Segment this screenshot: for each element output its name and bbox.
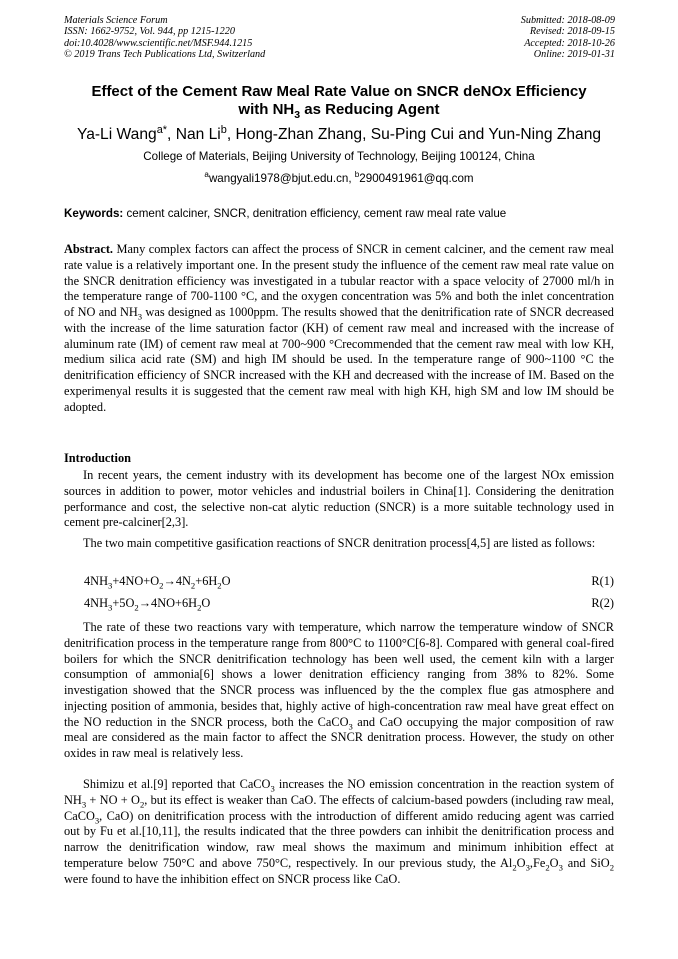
equation-r1: $4NH_3+4NO+O_2\to 4N_2+6H_2O$ R(1) (84, 574, 614, 591)
title-line-2: with $NH_3$ as Reducing Agent (238, 101, 440, 121)
title-line-1: Effect of the Cement Raw Meal Rate Value on SNCR deNOx Efficiency (91, 83, 587, 100)
doi-line: doi:10.4028/www.scientific.net/MSF.944.1215 (64, 37, 253, 49)
paper-title (40, 83, 638, 119)
online-date: Online: 2019-01-31 (533, 49, 615, 61)
intro-paragraph-2: The two main competitive gasification reactions of SNCR denitration process[4,5] are listed as follows: (83, 536, 596, 550)
equation-number-r1: R(1) (591, 574, 614, 588)
section-heading-introduction: Introduction (64, 451, 131, 465)
abstract-label: Abstract. (64, 242, 114, 256)
copyright-line: © 2019 Trans Tech Publications Ltd, Switzerland (64, 49, 266, 61)
issn-line: ISSN: 1662-9752, Vol. 944, pp 1215-1220 (64, 26, 235, 38)
author-emails: $^a$wangyali1978@bjut.edu.cn, $^b$2900491961@qq.com (204, 170, 474, 185)
journal-info (64, 15, 265, 61)
accepted-date: Accepted: 2018-10-26 (524, 37, 615, 49)
intro-paragraph-1: In recent years, the cement industry with its development has become one of the largest NOx emission sources in addition to power, motor vehicles and industrial boilers in China[1]. Considering the denitration performance and cost, the selective non-cat alytic reduction (SNCR) is a more suitable technology used in cement pre-calciner[2,3]. (64, 468, 614, 530)
revised-date: Revised: 2018-09-15 (529, 26, 615, 38)
submission-dates (521, 15, 615, 61)
intro-paragraph-3: The rate of these two reactions vary with temperature, which narrow the temperature window of SNCR denitrification process in the temperature range from 800°C to 1100°C[6-8]. Compared with general coal-fired boilers for which the SNCR denitrification technology has been well used, the cement kiln with a larger consumption of ammonia[6] shows a lower denitration efficiency ranging from 38% to 82%. Some investigation showed that the SNCR process was influenced by the the complex flue gas atmosphere and injecting position of ammonia, besides that, highly active of high-concentration raw meal have great effect on the NO reduction in the SNCR process, both the CaCO$_3$ and CaO occupying the major composition of raw meal are considered as the main factor to affect the SNCR denitration process. However, the study on other oxides in raw meal is relatively less. (64, 620, 614, 760)
intro-paragraph-4: Shimizu et al.[9] reported that CaCO$_3$ increases the NO emission concentration in the reaction system of $NH_3$ + NO + $O_2$, but its effect is weaker than CaO. The effects of calcium-based powders (including raw meal, CaCO$_3$, CaO) on denitrification process with the introduction of different amido reducing agent was carried out by Fu et al.[10,11], the results indicated that the three powders can inhibit the denitrification process and narrow the denitrification window, raw meal shows the maximum and minimum inhibition effect at temperature below 750°C and above 750°C, respectively. In our previous study, the $Al_2O_3,Fe_2O_3$ and SiO$_2$ were found to have the inhibition effect on SNCR process like CaO. (64, 777, 614, 886)
submitted-date: Submitted: 2018-08-09 (520, 15, 615, 26)
keywords-text: cement calciner, SNCR, denitration efficiency, cement raw meal rate value (123, 207, 507, 220)
author-list: Ya-Li Wang$^{a*}$, Nan Li$^b$, Hong-Zhan Zhang, Su-Ping Cui and Yun-Ning Zhang (76, 123, 602, 143)
abstract: Abstract. Many complex factors can affect the process of SNCR in cement calciner, and the cement raw meal rate value is a relatively important one. In the present study the influence of the cement raw meal rate value on the SNCR denitration efficiency was investigated in a tubular reactor with a space velocity of 27000 ml/h in the temperature range of 700-1100 °C, and the oxygen concentration was 5% and both the inlet concentration of NO and $NH_3$ was designed as 1000ppm. The results showed that the denitrification rate of SNCR decreased with the increase of the lime saturation factor (KH) of cement raw meal and increased with the increase of aluminum rate (IM) of cement raw meal at 700~900 °Crecommended that the cement raw meal with low KH, medium silica acid rate (SM) and high IM should be used. In the temperature range of 900~1100 °C the denitrification efficiency of SNCR increased with the KH and decreased with the increase of IM. Based on the experimenyal results it is suggested that the cement raw meal with high KH, high SM and low IM should be adopted. (64, 242, 614, 414)
journal-name: Materials Science Forum (64, 15, 168, 26)
keywords-label: Keywords: (64, 207, 124, 220)
keywords (64, 207, 616, 221)
equation-r2: $4NH_3+5O_2\to 4NO+6H_2O$ R(2) (84, 596, 614, 613)
affiliation: College of Materials, Beijing University of Technology, Beijing 100124, China (143, 150, 535, 163)
equation-number-r2: R(2) (591, 596, 614, 610)
